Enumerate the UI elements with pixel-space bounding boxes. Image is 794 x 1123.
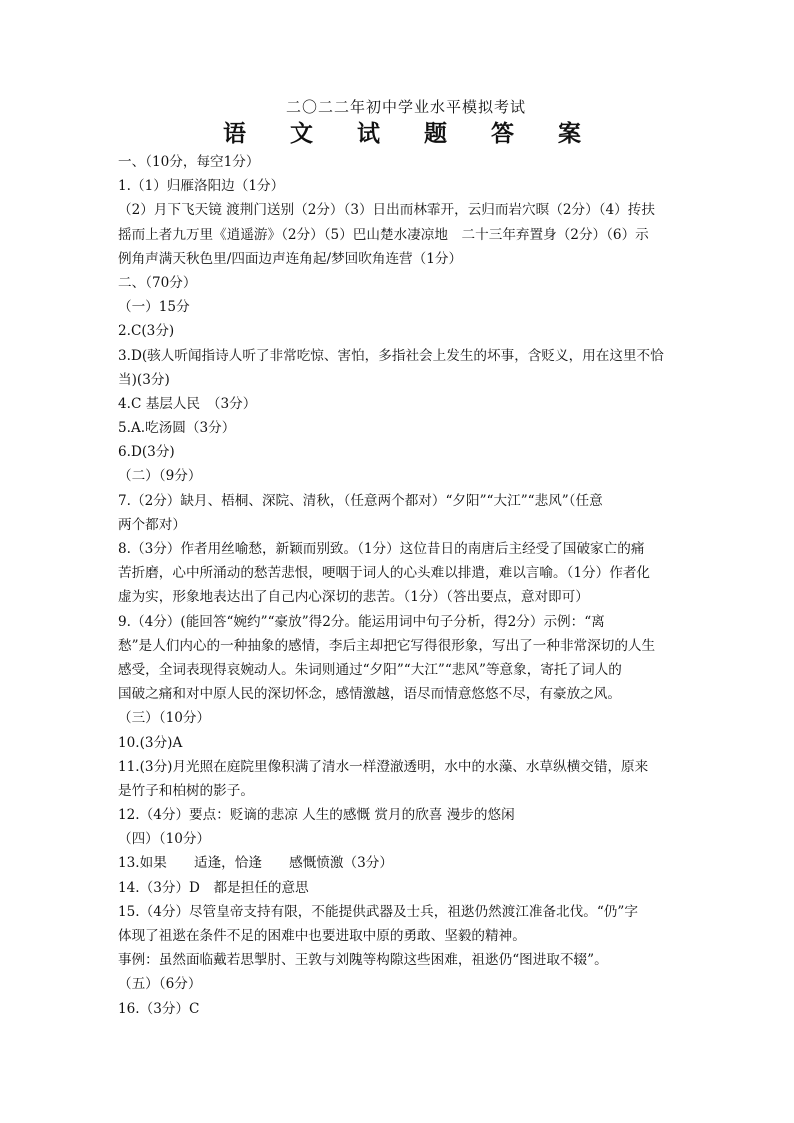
subsection-heading: （二）（9分） [118,468,202,485]
answer-body [118,150,678,1021]
section-heading-2: 二、（70分） [118,274,197,291]
answer-line: 3.D(骇人听闻指诗人听了非常吃惊、害怕，多指社会上发生的坏事，含贬义，用在这里不恰 [118,347,664,364]
answer-line: （2）月下飞天镜 渡荆门送别（2分）（3）日出而林霏开，云归而岩穴暝（2分）（4）抟扶 [118,202,655,219]
answer-line: 5.A.吃汤圆（3分） [118,420,236,437]
answer-line: 是竹子和柏树的影子。 [118,782,254,799]
answer-line: 8.（3分）作者用丝喻愁，新颖而别致。（1分）这位昔日的南唐后主经受了国破家亡的痛 [118,541,645,557]
subsection-heading: （四）（10分） [118,831,211,848]
exam-subtitle: 二〇二二年初中学业水平模拟考试 [285,98,526,116]
answer-line: 7.（2分）缺月、梧桐、深院、清秋，（任意两个都对）“夕阳”“大江”“悲风”（任意 [118,492,603,509]
answer-line: 15.（4分）尽管皇帝支持有限，不能提供武器及士兵，祖逖仍然渡江准备北伐。“仍”字 [118,903,638,920]
answer-line: 事例：虽然面临戴若思掣肘、王敦与刘隗等构隙这些困难，祖逖仍“图进取不辍”。 [118,952,608,969]
answer-line: 13.如果 适逢，恰逢 感慨愤激（3分） [118,855,393,872]
answer-line: 苦折磨，心中所涌动的愁苦悲恨，哽咽于词人的心头难以排遣，难以言喻。（1分）作者化 [118,565,651,582]
answer-line: 愁”是人们内心的一种抽象的感情，李后主却把它写得很形象，写出了一种非常深切的人生 [118,637,656,654]
page-title: 语 文 试 题 答 案 [222,120,600,147]
answer-line: 虚为实，形象地表达出了自己内心深切的悲苦。（1分）（答出要点，意对即可） [118,589,589,606]
answer-line: 2.C(3分) [118,323,175,340]
subsection-heading: （五）（6分） [118,976,202,993]
answer-line: 6.D(3分) [118,444,175,461]
section-heading-1: 一、（10分，每空1分） [118,154,260,170]
answer-line: 当)(3分) [118,371,170,388]
answer-line: 14.（3分）D 都是担任的意思 [118,879,309,896]
answer-line: 摇而上者九万里《逍遥游》（2分）（5）巴山楚水凄凉地 二十三年弃置身（2分）（6）示 [118,226,649,243]
answer-line: 例角声满天秋色里/四面边声连角起/梦回吹角连营（1分） [118,250,463,267]
answer-line: 16.（3分）C [118,1000,200,1017]
subsection-heading: （三）（10分） [118,710,211,727]
answer-line: 4.C 基层人民 （3分） [118,395,257,412]
answer-line: 感受，全词表现得哀婉动人。朱词则通过“夕阳”“大江”“悲风”等意象，寄托了词人的 [118,661,622,678]
answer-line: 11.(3分)月光照在庭院里像积满了清水一样澄澈透明，水中的水藻、水草纵横交错，原来 [118,758,649,775]
answer-line: 国破之痛和对中原人民的深切怀念，感情激越，语尽而情意悠悠不尽，有豪放之风。 [118,686,621,703]
answer-line: 12.（4分）要点：贬谪的悲凉 人生的感慨 赏月的欣喜 漫步的悠闲 [118,807,515,824]
answer-line: 两个都对） [118,516,186,533]
subsection-heading: （一）15分 [118,299,190,316]
answer-line: 9.（4分）(能回答“婉约”“豪放”得2分。能运用词中句子分析，得2分）示例：“离 [118,613,605,630]
answer-line: 体现了祖逖在条件不足的困难中也要进取中原的勇敢、坚毅的精神。 [118,928,526,944]
answer-line: 1.（1）归雁洛阳边（1分） [118,178,285,195]
answer-line: 10.(3分)A [118,734,183,751]
